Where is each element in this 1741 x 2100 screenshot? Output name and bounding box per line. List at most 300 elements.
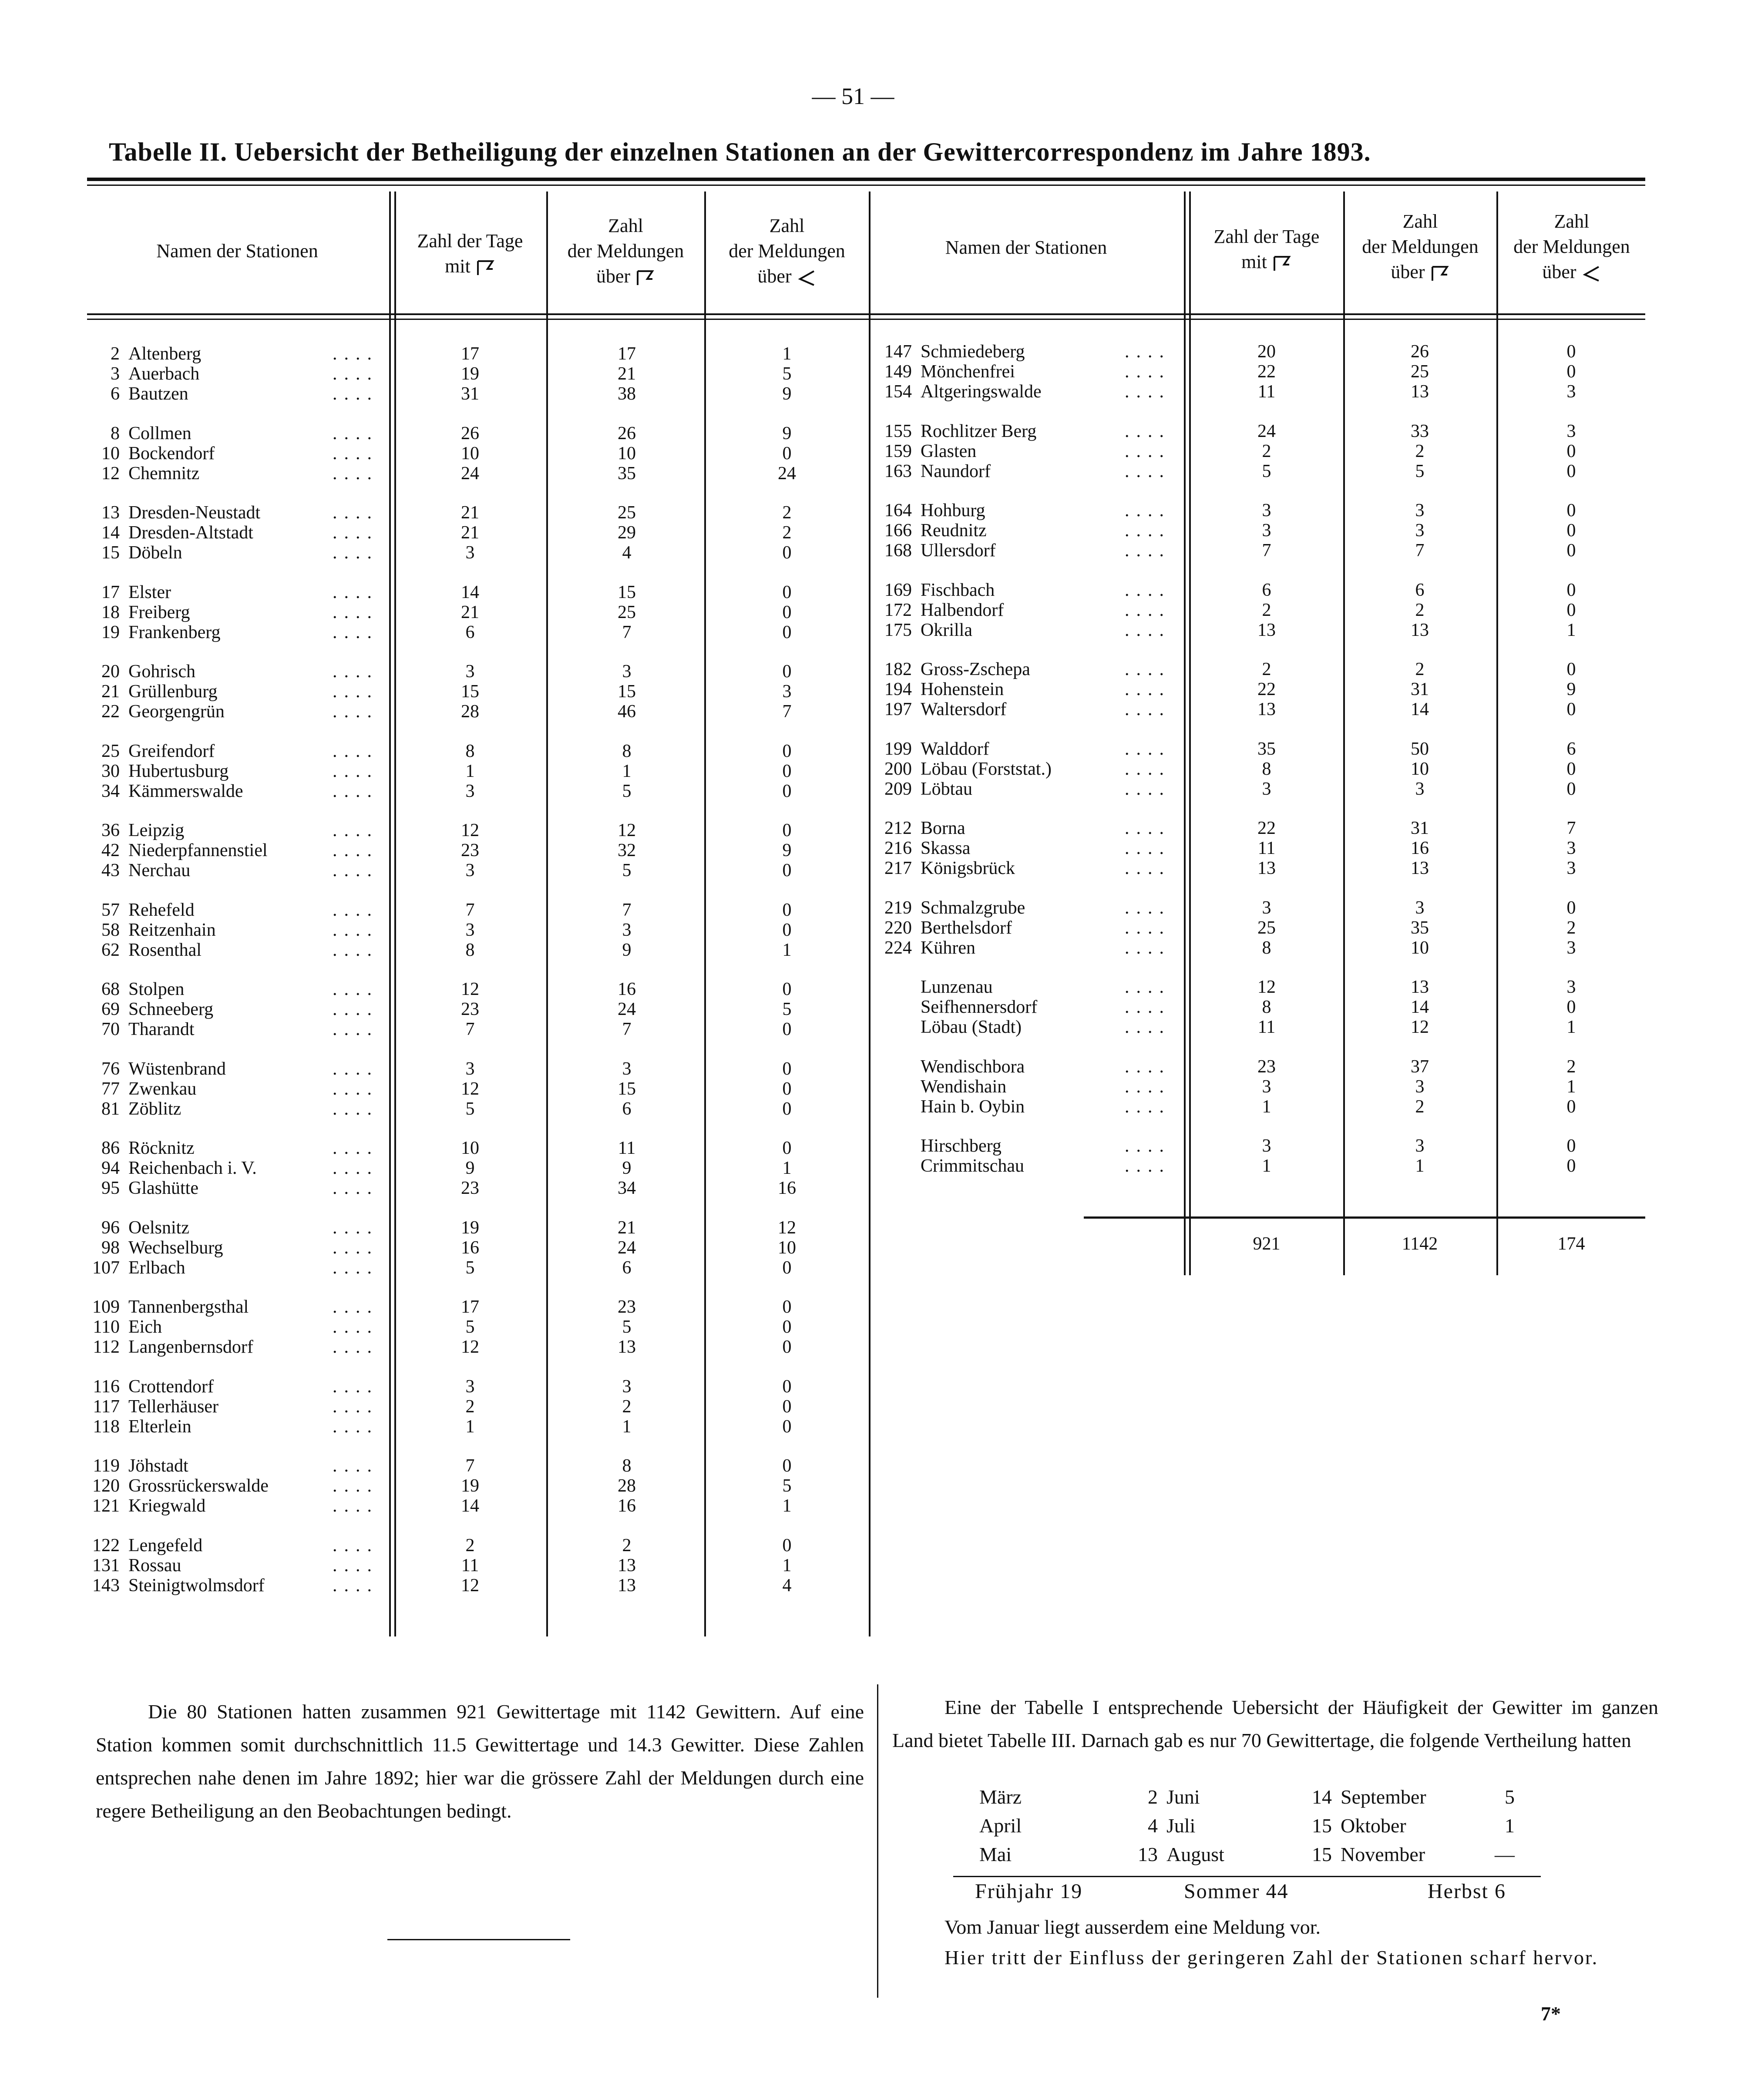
- station-row: [78, 1178, 379, 1198]
- lightning-reports: 2: [782, 503, 792, 523]
- days-count: 11: [1257, 1017, 1276, 1037]
- station-row: [78, 1337, 379, 1357]
- station-name: Okrilla: [921, 620, 972, 640]
- days-count: 13: [1257, 699, 1276, 719]
- month-name: Oktober: [1341, 1814, 1406, 1837]
- leader-dots: ....: [1125, 382, 1171, 402]
- thunder-reports: 13: [1411, 858, 1429, 878]
- leader-dots: ....: [333, 1019, 379, 1039]
- leader-dots: ....: [1125, 759, 1171, 779]
- lightning-reports: 5: [782, 999, 792, 1019]
- station-name: Wüstenbrand: [128, 1058, 226, 1079]
- days-count: 28: [461, 702, 479, 722]
- station-name: Altenberg: [128, 344, 202, 364]
- thunderstorm-symbol-icon: [635, 269, 655, 287]
- header-station-names-right: Namen der Stationen: [945, 237, 1107, 258]
- station-name: Skassa: [921, 838, 971, 858]
- days-count: 10: [461, 443, 479, 464]
- thunder-reports: 4: [622, 543, 632, 563]
- leader-dots: ....: [333, 702, 379, 722]
- thunder-reports: 13: [1411, 977, 1429, 997]
- station-row: [78, 1556, 379, 1576]
- lightning-reports: 0: [1566, 1096, 1576, 1117]
- station-row: [78, 1496, 379, 1516]
- station-name: Schmiedeberg: [921, 342, 1025, 362]
- station-name: Gross-Zschepa: [921, 659, 1030, 679]
- station-name: Hubertusburg: [128, 761, 229, 781]
- totals-rule: [1084, 1216, 1645, 1219]
- leader-dots: ....: [333, 920, 379, 940]
- station-name: Walddorf: [921, 739, 989, 759]
- thunder-reports: 26: [1411, 342, 1429, 362]
- days-count: 1: [1262, 1096, 1271, 1117]
- leader-dots: ....: [333, 423, 379, 444]
- station-name: Langenbernsdorf: [128, 1337, 253, 1357]
- station-row: [870, 1077, 1171, 1097]
- leader-dots: ....: [333, 384, 379, 404]
- lightning-reports: 0: [782, 1079, 792, 1099]
- thunder-reports: 3: [622, 1376, 632, 1397]
- thunder-reports: 1: [622, 761, 632, 781]
- station-number: 131: [92, 1555, 120, 1576]
- station-number: 155: [884, 421, 912, 441]
- leader-dots: ....: [333, 662, 379, 682]
- month-name: April: [979, 1814, 1022, 1837]
- month-name: März: [979, 1785, 1022, 1808]
- total-days: 921: [1253, 1234, 1281, 1254]
- days-count: 23: [1257, 1056, 1276, 1077]
- thunder-reports: 5: [622, 1317, 632, 1337]
- station-name: Zwenkau: [128, 1079, 197, 1099]
- lightning-reports: 0: [1566, 1136, 1576, 1156]
- lightning-reports: 5: [782, 1476, 792, 1496]
- thunder-reports: 13: [618, 1555, 636, 1576]
- station-name: Löbau (Stadt): [921, 1017, 1022, 1037]
- station-name: Dresden-Neustadt: [128, 503, 261, 523]
- station-number: 68: [101, 979, 120, 999]
- lightning-reports: 0: [782, 1297, 792, 1317]
- thunder-reports: 6: [1415, 580, 1425, 600]
- thunder-reports: 15: [618, 682, 636, 702]
- month-row: [975, 1811, 1519, 1840]
- station-row: [78, 920, 379, 940]
- thunderstorm-symbol-icon: [1430, 265, 1450, 282]
- days-count: 6: [465, 622, 475, 642]
- days-count: 17: [461, 1297, 479, 1317]
- days-count: 2: [465, 1535, 475, 1556]
- station-name: Schneeberg: [128, 999, 214, 1019]
- leader-dots: ....: [1125, 342, 1171, 362]
- station-number: 175: [884, 620, 912, 640]
- month-name: Juni: [1166, 1785, 1200, 1808]
- thunder-reports: 2: [1415, 659, 1425, 679]
- leader-dots: ....: [1125, 659, 1171, 679]
- leader-dots: ....: [333, 1496, 379, 1516]
- station-row: [78, 1576, 379, 1596]
- lightning-reports: 24: [778, 463, 796, 484]
- lightning-reports: 3: [1566, 382, 1576, 402]
- leader-dots: ....: [333, 1058, 379, 1079]
- station-row: [78, 423, 379, 444]
- station-name: Oelsnitz: [128, 1217, 189, 1238]
- lightning-reports: 0: [782, 662, 792, 682]
- days-count: 12: [461, 1337, 479, 1357]
- days-count: 35: [1257, 739, 1276, 759]
- days-count: 3: [1262, 501, 1271, 521]
- station-number: 216: [884, 838, 912, 858]
- station-row: [78, 820, 379, 840]
- month-name: November: [1341, 1843, 1425, 1865]
- top-rule: [87, 178, 1645, 181]
- lightning-reports: 0: [1566, 759, 1576, 779]
- thunder-reports: 25: [618, 602, 636, 622]
- thunder-reports: 15: [618, 1079, 636, 1099]
- leader-dots: ....: [333, 860, 379, 880]
- station-row: [78, 860, 379, 880]
- station-name: Rehefeld: [128, 900, 195, 920]
- months-rule: [953, 1876, 1541, 1877]
- thunder-reports: 13: [618, 1337, 636, 1357]
- leader-dots: ....: [333, 543, 379, 563]
- leader-dots: ....: [1125, 362, 1171, 382]
- thunder-reports: 2: [1415, 441, 1425, 461]
- thunder-reports: 16: [1411, 838, 1429, 858]
- days-count: 3: [1262, 521, 1271, 541]
- month-count: 4: [1148, 1814, 1158, 1837]
- month-name: Mai: [979, 1843, 1012, 1865]
- thunder-reports: 13: [618, 1575, 636, 1596]
- month-count: 1: [1505, 1814, 1515, 1837]
- lightning-reports: 3: [1566, 858, 1576, 878]
- days-count: 2: [1262, 441, 1271, 461]
- station-name: Tharandt: [128, 1019, 195, 1039]
- leader-dots: ....: [1125, 779, 1171, 799]
- leader-dots: ....: [333, 940, 379, 960]
- station-row: [78, 543, 379, 563]
- lightning-reports: 0: [782, 1456, 792, 1476]
- station-number: 159: [884, 441, 912, 461]
- station-name: Eich: [128, 1317, 162, 1337]
- leader-dots: ....: [333, 1158, 379, 1178]
- station-number: 43: [101, 860, 120, 880]
- station-number: 194: [884, 679, 912, 699]
- col-divider: [1184, 192, 1186, 1275]
- thunder-reports: 17: [618, 344, 636, 364]
- days-count: 8: [1262, 997, 1271, 1017]
- station-name: Freiberg: [128, 602, 190, 622]
- station-name: Leipzig: [128, 820, 185, 840]
- station-name: Röcknitz: [128, 1138, 195, 1158]
- lightning-reports: 10: [778, 1237, 796, 1258]
- station-row: [78, 1238, 379, 1258]
- month-name: September: [1341, 1785, 1426, 1808]
- days-count: 8: [1262, 759, 1271, 779]
- days-count: 7: [465, 900, 475, 920]
- station-name: Rossau: [128, 1555, 181, 1576]
- lightning-reports: 0: [1566, 580, 1576, 600]
- station-number: 8: [111, 423, 120, 444]
- thunder-reports: 24: [618, 1237, 636, 1258]
- days-count: 22: [1257, 362, 1276, 382]
- thunder-reports: 7: [622, 1019, 632, 1039]
- station-number: 98: [101, 1237, 120, 1258]
- thunder-reports: 3: [622, 662, 632, 682]
- lightning-reports: 0: [782, 1317, 792, 1337]
- station-row: [78, 999, 379, 1019]
- station-name: Niederpfannenstiel: [128, 840, 268, 860]
- col-divider: [389, 192, 391, 1636]
- station-name: Kriegwald: [128, 1496, 206, 1516]
- col-divider: [1189, 192, 1191, 1275]
- station-row: [870, 1136, 1171, 1156]
- station-name: Löbau (Forststat.): [921, 759, 1052, 779]
- lightning-reports: 0: [1566, 699, 1576, 719]
- station-name: Zöblitz: [128, 1099, 181, 1119]
- thunder-reports: 6: [622, 1257, 632, 1278]
- lightning-reports: 16: [778, 1178, 796, 1198]
- days-count: 3: [465, 1058, 475, 1079]
- lightning-reports: 0: [782, 1416, 792, 1437]
- station-name: Reichenbach i. V.: [128, 1158, 257, 1178]
- leader-dots: ....: [1125, 1156, 1171, 1176]
- station-row: [870, 461, 1171, 481]
- summary-paragraph-right: Eine der Tabelle I entsprechende Uebersicht der Häufigkeit der Gewitter im ganzen Land bietet Tabelle III. Darnach gab es nur 70 Gewittertage, die folgende Vertheilung hatten: [892, 1696, 1658, 1751]
- station-name: Döbeln: [128, 543, 182, 563]
- leader-dots: ....: [333, 1555, 379, 1576]
- thunder-reports: 31: [1411, 679, 1429, 699]
- lightning-reports: 6: [1566, 739, 1576, 759]
- station-row: [78, 602, 379, 622]
- thunder-reports: 35: [618, 463, 636, 484]
- station-number: 42: [101, 840, 120, 860]
- days-count: 9: [465, 1158, 475, 1178]
- lightning-reports: 0: [1566, 897, 1576, 918]
- days-count: 12: [461, 1575, 479, 1596]
- days-count: 13: [1257, 620, 1276, 640]
- days-count: 2: [1262, 659, 1271, 679]
- station-number: 30: [101, 761, 120, 781]
- thunder-reports: 10: [1411, 937, 1429, 958]
- station-number: 120: [92, 1476, 120, 1496]
- station-row: [870, 938, 1171, 958]
- col-divider: [1343, 192, 1345, 1275]
- station-name: Lunzenau: [921, 977, 993, 997]
- leader-dots: ....: [333, 622, 379, 642]
- thunder-reports: 21: [618, 1217, 636, 1238]
- station-row: [78, 1019, 379, 1039]
- lightning-reports: 5: [782, 364, 792, 384]
- lightning-reports: 0: [1566, 362, 1576, 382]
- leader-dots: ....: [333, 1535, 379, 1556]
- month-count: 2: [1148, 1785, 1158, 1808]
- header-reports-thunder-right: Zahl der Meldungen über: [1362, 211, 1479, 282]
- station-name: Ullersdorf: [921, 541, 996, 561]
- station-row: [78, 622, 379, 642]
- thunder-reports: 9: [622, 1158, 632, 1178]
- lightning-reports: 0: [782, 920, 792, 940]
- station-row: [870, 620, 1171, 640]
- station-name: Berthelsdorf: [921, 917, 1012, 938]
- leader-dots: ....: [1125, 441, 1171, 461]
- station-name: Elterlein: [128, 1416, 192, 1437]
- station-name: Tannenbergsthal: [128, 1297, 249, 1317]
- header-reports-lightning-right: Zahl der Meldungen über: [1513, 211, 1630, 282]
- station-number: 109: [92, 1297, 120, 1317]
- lightning-reports: 0: [782, 582, 792, 602]
- station-name: Jöhstadt: [128, 1456, 188, 1476]
- leader-dots: ....: [333, 1337, 379, 1357]
- thunder-reports: 9: [622, 940, 632, 960]
- page-number: — 51 —: [812, 83, 894, 109]
- days-count: 21: [461, 602, 479, 622]
- station-number: 70: [101, 1019, 120, 1039]
- lightning-reports: 0: [1566, 501, 1576, 521]
- days-count: 14: [461, 1496, 479, 1516]
- lightning-reports: 7: [782, 702, 792, 722]
- lightning-reports: 3: [1566, 937, 1576, 958]
- thunder-reports: 13: [1411, 620, 1429, 640]
- header-rule-thin: [87, 319, 1645, 320]
- station-row: [870, 541, 1171, 561]
- station-number: 107: [92, 1257, 120, 1278]
- station-row: [78, 364, 379, 384]
- days-count: 3: [465, 662, 475, 682]
- season-summer: Sommer 44: [1184, 1880, 1289, 1903]
- thunder-reports: 11: [618, 1138, 636, 1158]
- days-count: 15: [461, 682, 479, 702]
- station-row: [870, 838, 1171, 858]
- thunder-reports: 2: [622, 1535, 632, 1556]
- month-count: 5: [1505, 1785, 1515, 1808]
- station-number: 121: [92, 1496, 120, 1516]
- leader-dots: ....: [1125, 521, 1171, 541]
- station-row: [78, 682, 379, 702]
- days-count: 7: [465, 1019, 475, 1039]
- station-number: 212: [884, 818, 912, 838]
- thunder-reports: 33: [1411, 421, 1429, 441]
- station-number: 12: [101, 463, 120, 484]
- lightning-reports: 3: [1566, 977, 1576, 997]
- station-number: 200: [884, 759, 912, 779]
- total-reports-lightning: 174: [1557, 1234, 1585, 1254]
- days-count: 19: [461, 364, 479, 384]
- leader-dots: ....: [333, 1416, 379, 1437]
- lightning-reports: 0: [782, 1396, 792, 1417]
- lightning-reports: 3: [782, 682, 792, 702]
- station-name: Borna: [921, 818, 965, 838]
- station-name: Auerbach: [128, 364, 200, 384]
- days-count: 11: [1257, 838, 1276, 858]
- lightning-reports: 3: [1566, 838, 1576, 858]
- season-autumn: Herbst 6: [1428, 1880, 1506, 1903]
- lightning-reports: 0: [782, 761, 792, 781]
- thunder-reports: 5: [622, 860, 632, 880]
- thunder-reports: 3: [1415, 521, 1425, 541]
- leader-dots: ....: [333, 1376, 379, 1397]
- station-row: [78, 1218, 379, 1238]
- station-number: 163: [884, 461, 912, 481]
- leader-dots: ....: [1125, 818, 1171, 838]
- leader-dots: ....: [333, 1476, 379, 1496]
- total-reports-thunder: 1142: [1402, 1234, 1438, 1254]
- thunder-reports: 38: [618, 384, 636, 404]
- month-count: —: [1495, 1843, 1515, 1865]
- station-number: 3: [111, 364, 120, 384]
- station-number: 112: [93, 1337, 120, 1357]
- station-name: Löbtau: [921, 779, 972, 799]
- station-name: Dresden-Altstadt: [128, 523, 253, 543]
- station-row: [78, 1456, 379, 1476]
- leader-dots: ....: [333, 1297, 379, 1317]
- station-row: [78, 1536, 379, 1556]
- thunder-reports: 26: [618, 423, 636, 444]
- station-name: Altgeringswalde: [921, 382, 1042, 402]
- days-count: 5: [465, 1257, 475, 1278]
- leader-dots: ....: [1125, 1056, 1171, 1077]
- leader-dots: ....: [333, 820, 379, 840]
- days-count: 22: [1257, 679, 1276, 699]
- lightning-reports: 0: [782, 820, 792, 840]
- station-number: 81: [101, 1099, 120, 1119]
- header-reports-thunder: Zahl der Meldungen über: [567, 215, 684, 287]
- days-count: 3: [1262, 1076, 1271, 1097]
- lightning-reports: 1: [1566, 1017, 1576, 1037]
- thunder-reports: 2: [1415, 600, 1425, 620]
- station-number: 15: [101, 543, 120, 563]
- station-row: [870, 699, 1171, 719]
- leader-dots: ....: [333, 840, 379, 860]
- station-row: [78, 840, 379, 860]
- thunder-reports: 7: [622, 900, 632, 920]
- thunder-reports: 12: [618, 820, 636, 840]
- station-name: Hirschberg: [921, 1136, 1002, 1156]
- lightning-reports: 0: [782, 1535, 792, 1556]
- leader-dots: ....: [1125, 977, 1171, 997]
- station-row: [78, 582, 379, 602]
- station-number: 118: [93, 1416, 120, 1437]
- leader-dots: ....: [333, 1079, 379, 1099]
- station-number: 224: [884, 937, 912, 958]
- station-row: [78, 741, 379, 761]
- thunder-reports: 23: [618, 1297, 636, 1317]
- station-row: [78, 1397, 379, 1417]
- leader-dots: ....: [1125, 580, 1171, 600]
- thunderstorm-symbol-icon: [475, 259, 495, 277]
- thunder-reports: 16: [618, 979, 636, 999]
- leader-dots: ....: [333, 523, 379, 543]
- station-name: Chemnitz: [128, 463, 200, 484]
- days-count: 5: [465, 1317, 475, 1337]
- col-divider: [1496, 192, 1498, 1275]
- days-count: 7: [1262, 541, 1271, 561]
- station-row: [78, 1476, 379, 1496]
- station-name: Wendischbora: [921, 1056, 1025, 1077]
- days-count: 12: [461, 1079, 479, 1099]
- station-row: [78, 1297, 379, 1317]
- station-number: 119: [93, 1456, 120, 1476]
- leader-dots: ....: [1125, 937, 1171, 958]
- leader-dots: ....: [333, 979, 379, 999]
- lightning-reports: 0: [1566, 1156, 1576, 1176]
- station-row: [870, 501, 1171, 521]
- leader-dots: ....: [1125, 997, 1171, 1017]
- leader-dots: ....: [1125, 1076, 1171, 1097]
- station-name: Crimmitschau: [921, 1156, 1024, 1176]
- leader-dots: ....: [333, 582, 379, 602]
- days-count: 21: [461, 503, 479, 523]
- station-number: 86: [101, 1138, 120, 1158]
- station-number: 6: [111, 384, 120, 404]
